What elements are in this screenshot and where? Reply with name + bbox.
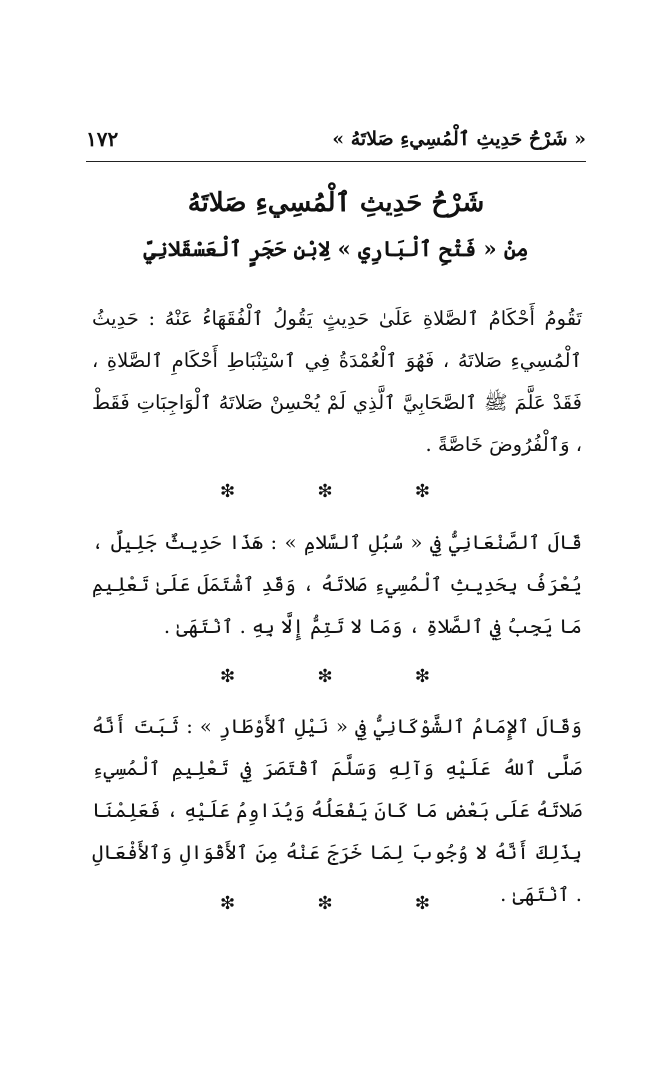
ornament-icon: ❇ xyxy=(414,892,430,914)
ornament-icon: ❇ xyxy=(317,892,333,914)
ornament-icon: ❇ xyxy=(220,665,236,687)
ornament-separator xyxy=(210,890,440,916)
ornament-icon: ❇ xyxy=(414,665,430,687)
ornament-icon: ❇ xyxy=(317,665,333,687)
paragraph-intro: تَقُومُ أَحْكَامُ ٱلصَّلاةِ عَلَىٰ حَدِيثٍ يَقُولُ ٱلْفُقَهَاءُ عَنْهُ : حَدِيثُ ٱلْمُسِيءِ صَلاتَهُ ، فَهُوَ ٱلْعُمْدَةُ فِي ٱسْتِنْبَاطِ أَحْكَامِ ٱلصَّلاةِ ، فَقَدْ عَلَّمَ ﷺ ٱلصَّحَابِيَّ ٱلَّذِي لَمْ يُحْسِنْ صَلاتَهُ ٱلْوَاجِبَاتِ فَقَطْ ، وَٱلْفُرُوضَ خَاصَّةً . xyxy=(92,307,582,456)
ornament-separator xyxy=(210,478,440,504)
header-rule xyxy=(86,161,586,162)
paragraph-sanaani: قَالَ ٱلصَّنْعَانِيُّ فِي « سُبُلِ ٱلسَّلامِ » : هَذَا حَدِيثٌ جَلِيلٌ ، يُعْرَفُ بِحَدِيثِ ٱلْمُسِيءِ صَلاتَهُ ، وَقَدِ ٱشْتَمَلَ عَلَىٰ تَعْلِيمِ مَا يَجِبُ فِي ٱلصَّلاةِ ، وَمَا لا تَتِمُّ إِلَّا بِهِ . ٱنْتَهَىٰ . xyxy=(92,531,582,638)
page-header xyxy=(86,120,586,158)
ornament-icon: ❇ xyxy=(220,892,236,914)
running-title: « شَرْحُ حَدِيثِ ٱلْمُسِيءِ صَلاتَهُ » xyxy=(332,128,586,150)
page-number: ١٧٢ xyxy=(86,127,119,151)
section-subtitle: مِنْ « فَتْحِ ٱلْبَارِي » لِابْنِ حَجَرٍ ٱلْعَسْقَلانِيِّ xyxy=(143,236,529,261)
paragraph-shawkani: وَقَالَ ٱلإِمَامُ ٱلشَّوْكَانِيُّ فِي « نَيْلِ ٱلأَوْطَارِ » : ثَبَتَ أَنَّهُ صَلَّى ٱللهُ عَلَيْهِ وَآلِهِ وَسَلَّمَ ٱقْتَصَرَ فِي تَعْلِيمِ ٱلْمُسِيءِ صَلاتَهُ عَلَى بَعْضِ مَا كَانَ يَفْعَلُهُ وَيُدَاوِمُ عَلَيْهِ ، فَعَلِمْنَا بِذَلِكَ أَنَّهُ لا وُجُوبَ لِمَا خَرَجَ عَنْهُ مِنَ ٱلأَقْوَالِ وَٱلأَفْعَالِ . ٱنْتَهَىٰ . xyxy=(92,715,582,906)
ornament-icon: ❇ xyxy=(220,480,236,502)
ornament-icon: ❇ xyxy=(414,480,430,502)
ornament-separator xyxy=(210,663,440,689)
ornament-icon: ❇ xyxy=(317,480,333,502)
section-title: شَرْحُ حَدِيثِ ٱلْمُسِيءِ صَلاتَهُ xyxy=(187,188,485,218)
